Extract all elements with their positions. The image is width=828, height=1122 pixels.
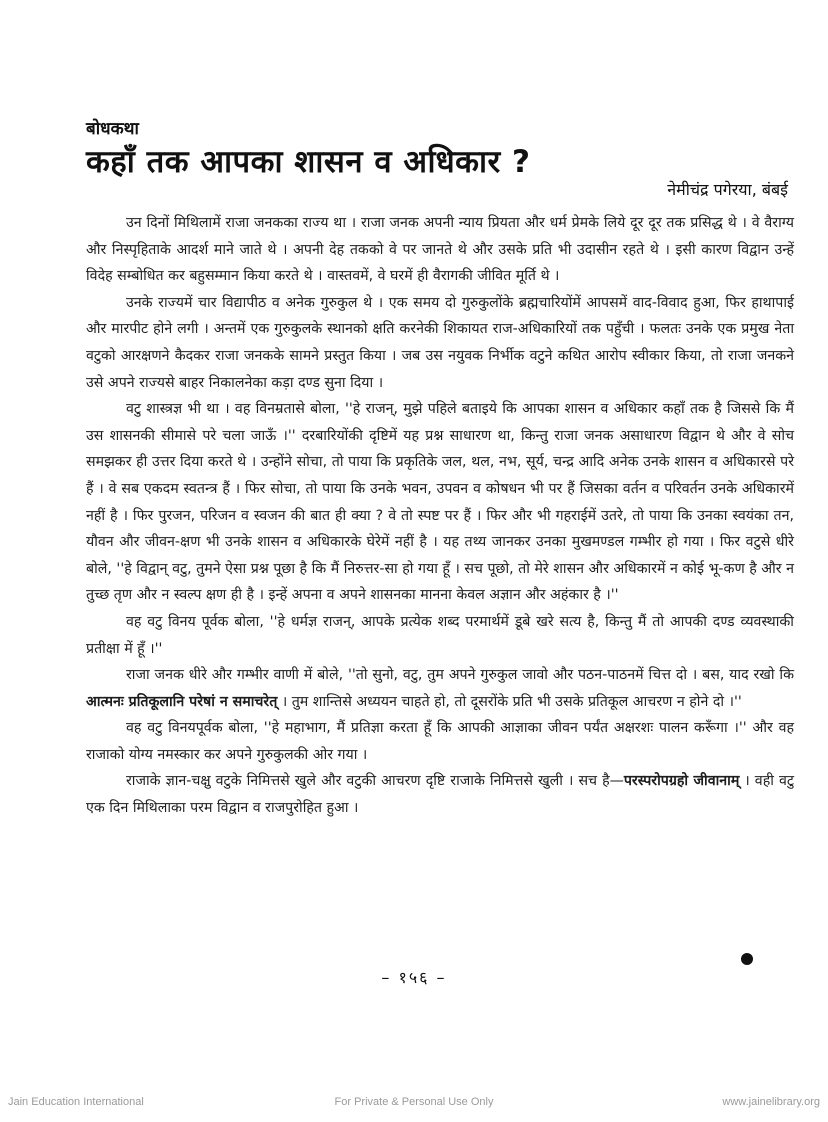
author-byline: नेमीचंद्र पगेरया, बंबई	[667, 180, 788, 199]
end-mark-dot	[741, 953, 753, 965]
section-label: बोधकथा	[86, 119, 139, 139]
paragraph-4: वह वटु विनय पूर्वक बोला, ''हे धर्मज्ञ राजन्, आपके प्रत्येक शब्द परमार्थमें डूबे खरे सत्य है, किन्तु मैं तो आपकी दण्ड व्यवस्थाकी प्रतीक्षा में हूँ ।''	[86, 613, 794, 657]
footer-website: www.jainelibrary.org	[722, 1096, 820, 1108]
footer-watermark	[0, 1090, 828, 1120]
paragraph-1: उन दिनों मिथिलामें राजा जनकका राज्य था । राजा जनक अपनी न्याय प्रियता और धर्म प्रेमके लिये दूर दूर तक प्रसिद्ध थे । वे वैराग्य और निस्पृहिताके आदर्श माने जाते थे । अपनी देह तकको वे पर जानते थे और उसके प्रति भी उदासीन रहते थे । इसी कारण विद्वान उन्हें विदेह सम्बोधित कर बहुसम्मान किया करते थे । वास्तवमें, वे घरमें ही वैरागकी जीवित मूर्ति थे ।	[86, 215, 794, 285]
article-title: कहाँ तक आपका शासन व अधिकार ?	[86, 144, 531, 180]
page-number: – १५६ –	[381, 968, 447, 987]
paragraph-7-lead: राजाके ज्ञान-चक्षु वटुके निमित्तसे खुले और वटुकी आचरण दृष्टि राजाके निमित्तसे खुली । सच है—	[126, 773, 624, 790]
paragraph-5-tail: । तुम शान्तिसे अध्ययन चाहते हो, तो दूसरोंके प्रति भी उसके प्रतिकूल आचरण न होने दो ।''	[277, 693, 742, 710]
article-body	[86, 210, 794, 822]
paragraph-7	[86, 768, 794, 821]
paragraph-6: वह वटु विनयपूर्वक बोला, ''हे महाभाग, मैं प्रतिज्ञा करता हूँ कि आपकी आज्ञाका जीवन पर्यंत अक्षरशः पालन करूँगा ।'' और वह राजाको योग्य नमस्कार कर अपने गुरुकुलकी ओर गया ।	[86, 720, 794, 763]
paragraph-3: वटु शास्त्रज्ञ भी था । वह विनम्रतासे बोला, ''हे राजन्, मुझे पहिले बताइये कि आपका शासन व अधिकार कहाँ तक है जिससे कि मैं उस शासनकी सीमासे परे चला जाऊँ ।'' दरबारियोंकी दृष्टिमें यह प्रश्न साधारण था, किन्तु राजा जनक असाधारण विद्वान थे और वे सोच समझकर ही उत्तर दिया करते थे । उन्होंने सोचा, तो पाया कि प्रकृतिके जल, थल, नभ, सूर्य, चन्द्र आदि अनेक उनके शासन व अधिकारसे परे हैं । वे सब एकदम स्वतन्त्र हैं । फिर सोचा, तो पाया कि उनके भवन, उपवन व कोषधन भी पर हैं जिसका वर्तन व परिवर्तन उनके अधिकारमें नहीं है । फिर पुरजन, परिजन व स्वजन की बात ही क्या ? वे तो स्पष्ट पर हैं । फिर और भी गहराईमें उतरे, तो पाया कि उनका स्वयंका तन, यौवन और जीवन-क्षण भी उनके शासन व अधिकारके घेरेमें नहीं है । यह तथ्य जानकर उनका मुखमण्डल गम्भीर हो गया । फिर वटुसे धीरे बोले, ''हे विद्वान् वटु, तुमने ऐसा प्रश्न पूछा है कि मैं निरुत्तर-सा हो गया हूँ । सच पूछो, तो मेरे शासन और अधिकारमें न कोई भू-कण है और न तुच्छ तृण और न स्वल्प क्षण ही है । इन्हें अपना व अपने शासनका मानना केवल अज्ञान और अहंकार है ।''	[86, 401, 794, 604]
paragraph-5	[86, 662, 794, 715]
sanskrit-maxim: परस्परोपग्रहो जीवानाम्	[623, 773, 740, 790]
paragraph-5-lead: राजा जनक धीरे और गम्भीर वाणी में बोले, ''तो सुनो, वटु, तुम अपने गुरुकुल जावो और पठन-पाठनमें चित्त दो । बस, याद रखो कि	[126, 667, 794, 684]
footer-usage-note: For Private & Personal Use Only	[334, 1096, 494, 1108]
footer-publisher: Jain Education International	[8, 1096, 144, 1108]
paragraph-2: उनके राज्यमें चार विद्यापीठ व अनेक गुरुकुल थे । एक समय दो गुरुकुलोंके ब्रह्मचारियोंमें आपसमें वाद-विवाद हुआ, फिर हाथापाई और मारपीट होने लगी । अन्तमें एक गुरुकुलके स्थानको क्षति करनेकी शिकायत राज-अधिकारियों तक पहुँची । फलतः उनके एक प्रमुख नेता वटुको आरक्षणने कैदकर राजा जनकके सामने प्रस्तुत किया । जब उस नयुवक निर्भीक वटुने कथित आरोप स्वीकार किया, तो राजा जनकने उसे अपने राज्यसे बाहर निकालनेका कड़ा दण्ड सुना दिया ।	[86, 294, 794, 391]
sanskrit-quote: आत्मनः प्रतिकूलानि परेषां न समाचरेत्	[86, 693, 278, 710]
paragraph-7-tail: । वही वटु एक दिन मिथिलाका परम विद्वान व राजपुरोहित हुआ ।	[86, 773, 794, 817]
